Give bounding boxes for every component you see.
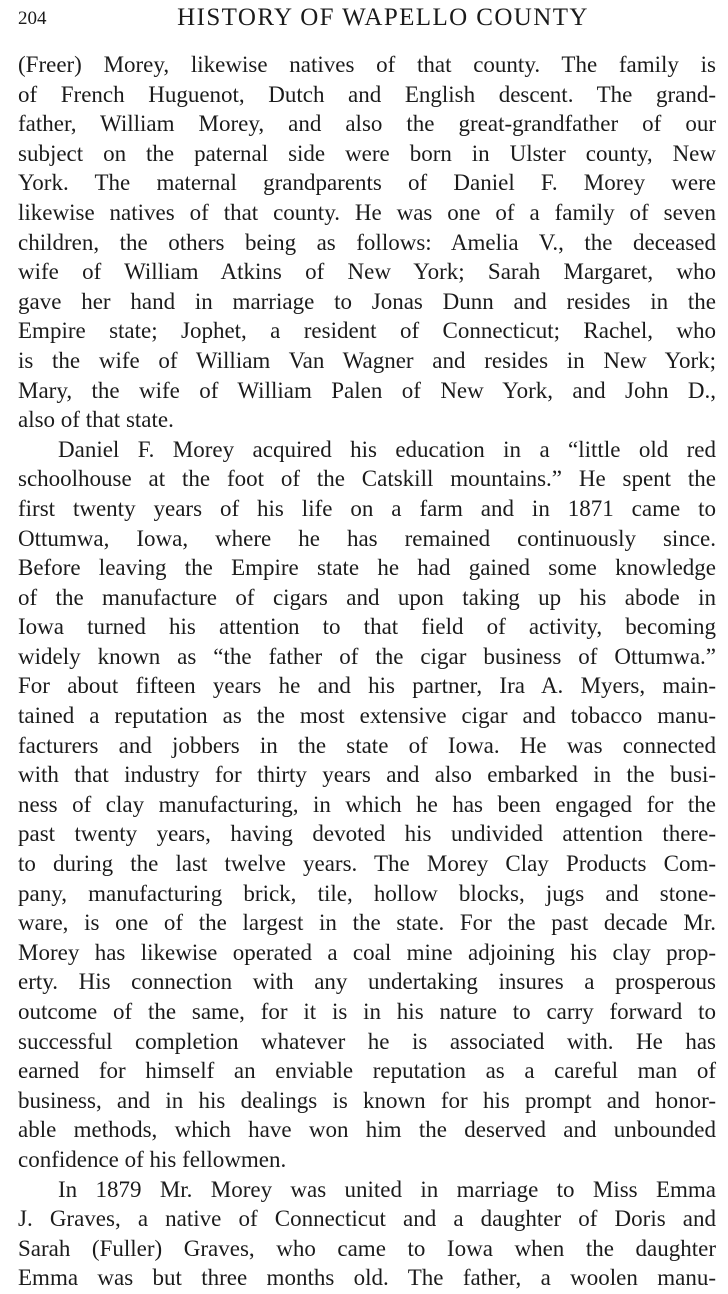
text-line: father, William Morey, and also the great-grandfather of our [18, 111, 716, 137]
text-line: Emma was but three months old. The father, a woolen manu- [18, 1265, 716, 1291]
text-line: of French Huguenot, Dutch and English descent. The grand- [18, 81, 716, 107]
text-line: York. The maternal grandparents of Daniel F. Morey were [18, 170, 716, 196]
text-line: For about fifteen years he and his partner, Ira A. Myers, main- [18, 673, 716, 699]
text-line: earned for himself an enviable reputation as a careful man of [18, 1058, 716, 1084]
text-line: ness of clay manufacturing, in which he has been engaged for the [18, 791, 716, 817]
text-line: business, and in his dealings is known for his prompt and honor- [18, 1087, 716, 1113]
text-line: pany, manufacturing brick, tile, hollow blocks, jugs and stone- [18, 880, 716, 906]
page-header [18, 4, 718, 36]
text-line: to during the last twelve years. The Morey Clay Products Com- [18, 851, 716, 877]
text-line: widely known as “the father of the cigar business of Ottumwa.” [18, 643, 716, 669]
text-line: of the manufacture of cigars and upon taking up his abode in [18, 584, 716, 610]
running-title: HISTORY OF WAPELLO COUNTY [177, 4, 589, 31]
text-line: subject on the paternal side were born in Ulster county, New [18, 140, 716, 166]
text-line: gave her hand in marriage to Jonas Dunn and resides in the [18, 288, 716, 314]
text-line: ware, is one of the largest in the state. For the past decade Mr. [18, 910, 716, 936]
paragraph [18, 50, 716, 435]
paragraph [18, 435, 716, 1175]
text-line: Sarah (Fuller) Graves, who came to Iowa when the daughter [18, 1235, 716, 1261]
text-line: Before leaving the Empire state he had gained some knowledge [18, 555, 716, 581]
text-line: wife of William Atkins of New York; Sarah Margaret, who [18, 259, 716, 285]
page-number: 204 [18, 8, 47, 29]
text-line: Daniel F. Morey acquired his education in a “little old red [58, 436, 716, 462]
text-line: also of that state. [18, 407, 174, 433]
text-line: successful completion whatever he is associated with. He has [18, 1028, 716, 1054]
text-line: first twenty years of his life on a farm and in 1871 came to [18, 495, 716, 521]
text-line: Iowa turned his attention to that field of activity, becoming [18, 614, 716, 640]
text-line: confidence of his fellowmen. [18, 1146, 287, 1172]
body-text [18, 50, 716, 1293]
text-line: Empire state; Jophet, a resident of Connecticut; Rachel, who [18, 318, 716, 344]
text-line: Morey has likewise operated a coal mine adjoining his clay prop- [18, 939, 716, 965]
text-line: is the wife of William Van Wagner and resides in New York; [18, 347, 716, 373]
text-line: Ottumwa, Iowa, where he has remained continuously since. [18, 525, 716, 551]
text-line: Mary, the wife of William Palen of New York, and John D., [18, 377, 716, 403]
text-line: able methods, which have won him the deserved and unbounded [18, 1117, 716, 1143]
text-line: erty. His connection with any undertaking insures a prosperous [18, 969, 716, 995]
text-line: children, the others being as follows: Amelia V., the deceased [18, 229, 716, 255]
text-line: (Freer) Morey, likewise natives of that county. The family is [18, 52, 716, 77]
text-line: J. Graves, a native of Connecticut and a daughter of Doris and [18, 1206, 716, 1232]
text-line: facturers and jobbers in the state of Iowa. He was connected [18, 732, 716, 758]
text-line: with that industry for thirty years and also embarked in the busi- [18, 762, 716, 788]
text-line: likewise natives of that county. He was one of a family of seven [18, 199, 716, 225]
text-line: past twenty years, having devoted his undivided attention there- [18, 821, 716, 847]
text-line: In 1879 Mr. Morey was united in marriage to Miss Emma [58, 1176, 716, 1202]
text-line: outcome of the same, for it is in his nature to carry forward to [18, 999, 716, 1024]
text-line: tained a reputation as the most extensive cigar and tobacco manu- [18, 703, 716, 729]
paragraph [18, 1175, 716, 1293]
text-line: schoolhouse at the foot of the Catskill mountains.” He spent the [18, 466, 716, 492]
